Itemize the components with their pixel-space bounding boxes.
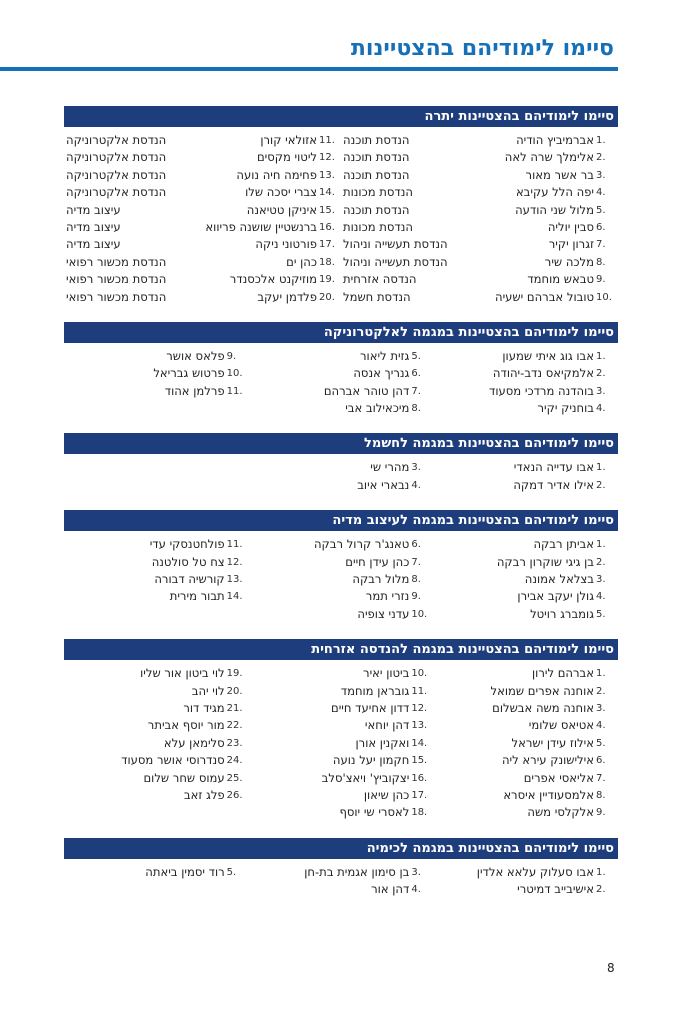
- list-item: [433, 665, 618, 682]
- student-name: כהן ים: [286, 254, 317, 269]
- student-name: אביתן רבקה: [533, 537, 594, 552]
- student-name: אילוז עידן ישראל: [511, 735, 594, 750]
- student-name: אברמיביץ הודיה: [516, 133, 594, 147]
- student-name: עמוס שחר שלום: [143, 770, 225, 785]
- item-number: 7.: [411, 385, 421, 397]
- student-name: ליטוי מקסים: [256, 150, 317, 165]
- name-column: [433, 536, 618, 623]
- student-name: סבין יוליה: [547, 219, 594, 234]
- name-column: [249, 459, 434, 494]
- list-item: [64, 770, 249, 787]
- item-number: 19.: [319, 274, 335, 286]
- name-column: [433, 665, 618, 822]
- section-heading: סיימו לימודיהם בהצטיינות במגמה להנדסה אזרחית: [64, 639, 618, 660]
- name-column: [249, 536, 434, 623]
- item-number: 6.: [596, 221, 606, 233]
- list-item: [249, 864, 434, 881]
- student-name: גולן יעקב אבירן: [517, 589, 594, 604]
- item-number: 15.: [411, 755, 428, 767]
- list-item: [433, 735, 618, 752]
- item-number: 1.: [596, 350, 606, 362]
- list-item: [64, 588, 249, 605]
- student-name: לאסרי שי יוסף: [339, 805, 410, 820]
- item-number: 3.: [411, 462, 421, 474]
- list-item: [249, 683, 434, 700]
- item-number: 22.: [226, 720, 243, 732]
- student-name: פלג זאב: [183, 787, 225, 802]
- student-name: פרטוש גבריאל: [153, 366, 225, 381]
- list-item: [433, 459, 618, 476]
- item-number: 12.: [411, 702, 428, 714]
- list-item: [64, 864, 249, 881]
- list-item: [433, 588, 618, 605]
- student-name: בן סימון אגמית בת-חן: [304, 864, 410, 879]
- list-item: [64, 536, 249, 553]
- item-number: 25.: [226, 772, 243, 784]
- section-heading: סיימו לימודיהם בהצטיינות במגמה לחשמל: [64, 433, 618, 454]
- student-name: פלדמן יעקב: [257, 289, 317, 304]
- student-name: מור יוסף אביתר: [147, 718, 225, 733]
- item-number: 12.: [319, 152, 335, 164]
- honors-section: [64, 838, 618, 899]
- item-number: 5.: [411, 350, 421, 362]
- item-number: 16.: [319, 221, 335, 233]
- item-number: 5.: [596, 608, 606, 620]
- list-item: [341, 219, 618, 236]
- student-name: טובול אברהם ישעיה: [495, 289, 594, 304]
- honors-section: [64, 433, 618, 494]
- item-number: 9.: [411, 591, 421, 603]
- list-item: [433, 477, 618, 494]
- list-item: [341, 132, 618, 149]
- student-name: לוי יהב: [191, 683, 225, 698]
- list-item: [64, 554, 249, 571]
- name-column: [433, 459, 618, 494]
- student-name: נזרי תמר: [365, 589, 410, 604]
- name-columns: [64, 665, 618, 822]
- item-number: 24.: [226, 755, 243, 767]
- student-name: יפה הלל עקיבא: [515, 185, 594, 200]
- list-item: [249, 717, 434, 734]
- department-name: הנדסה אזרחית: [343, 272, 417, 287]
- item-number: 12.: [226, 556, 243, 568]
- department-name: הנדסת אלקטרוניקה: [66, 167, 167, 182]
- student-name: מגיד דור: [183, 700, 225, 715]
- department-name: עיצוב מדיה: [66, 219, 121, 234]
- student-name: אילישונק עירא ליה: [501, 753, 594, 768]
- item-number: 23.: [226, 737, 243, 749]
- list-item: [64, 289, 341, 306]
- student-name: פולחטנסקי עדי: [149, 537, 225, 552]
- item-number: 20.: [226, 685, 243, 697]
- student-name: טבאש מוחמד: [527, 272, 594, 287]
- item-number: 13.: [319, 169, 335, 181]
- list-item: [249, 752, 434, 769]
- student-name: אליאסי אפרים: [523, 770, 594, 785]
- student-name: מלכה שיר: [544, 254, 594, 269]
- title-rule: [0, 67, 618, 71]
- list-item: [249, 477, 434, 494]
- name-columns: [64, 536, 618, 623]
- student-name: חקמון יעל נועה: [332, 753, 410, 768]
- student-name: גנריך אנסה: [353, 366, 410, 381]
- item-number: 10.: [226, 368, 243, 380]
- item-number: 18.: [411, 807, 428, 819]
- item-number: 13.: [411, 720, 428, 732]
- list-item: [64, 717, 249, 734]
- student-name: אוחנה משה אבשלום: [492, 700, 594, 715]
- item-number: 20.: [319, 291, 335, 303]
- list-item: [64, 219, 341, 236]
- student-name: צח טל סולטנה: [151, 554, 225, 569]
- item-number: 5.: [596, 204, 606, 216]
- list-item: [249, 804, 434, 821]
- department-name: הנדסת מכונות: [343, 185, 413, 200]
- department-name: עיצוב מדיה: [66, 237, 121, 252]
- list-item: [341, 167, 618, 184]
- name-column: [249, 665, 434, 822]
- item-number: 3.: [596, 702, 606, 714]
- department-name: הנדסת אלקטרוניקה: [66, 150, 167, 165]
- student-name: אברהם לירון: [532, 666, 594, 681]
- student-name: מהרי שי: [370, 460, 410, 475]
- student-name: דהן יוחאי: [364, 718, 410, 733]
- name-column: [64, 459, 249, 494]
- department-name: הנדסת חשמל: [343, 289, 411, 304]
- student-name: מיכאילוב אבי: [345, 401, 410, 416]
- list-item: [249, 536, 434, 553]
- item-number: 4.: [596, 720, 606, 732]
- student-name: אבו סעלוק עלאא אלדין: [476, 864, 594, 879]
- student-name: אלימלך שרה לאה: [504, 150, 594, 165]
- item-number: 11.: [411, 685, 428, 697]
- student-name: פרלמן אהוד: [164, 383, 225, 398]
- list-item: [249, 700, 434, 717]
- item-number: 7.: [596, 772, 606, 784]
- list-item: [433, 770, 618, 787]
- student-name: מוזיקנט אלכסנדר: [229, 272, 317, 287]
- item-number: 8.: [596, 789, 606, 801]
- list-item: [249, 348, 434, 365]
- list-item: [64, 167, 341, 184]
- item-number: 4.: [596, 403, 606, 415]
- student-name: בן גיגי שוקרון רבקה: [496, 554, 594, 569]
- item-number: 13.: [226, 574, 243, 586]
- student-name: פורטוני ניקה: [255, 237, 317, 252]
- department-name: הנדסת מכשור רפואי: [66, 254, 167, 269]
- student-name: דהן טוהר אברהם: [323, 383, 410, 398]
- list-item: [341, 289, 618, 306]
- list-item: [433, 606, 618, 623]
- item-number: 1.: [596, 135, 606, 146]
- student-name: אילו אדיר דמקה: [513, 477, 594, 492]
- list-item: [64, 752, 249, 769]
- student-name: אטיאס שלומי: [528, 718, 594, 733]
- item-number: 6.: [411, 368, 421, 380]
- department-name: הנדסת מכשור רפואי: [66, 289, 167, 304]
- list-item: [64, 365, 249, 382]
- honors-sections: [64, 106, 618, 915]
- student-name: אלמסעודיין איסרא: [503, 787, 594, 802]
- list-item: [64, 149, 341, 166]
- item-number: 1.: [596, 866, 606, 878]
- item-number: 2.: [596, 556, 606, 568]
- list-item: [433, 400, 618, 417]
- item-number: 7.: [411, 556, 421, 568]
- item-number: 1.: [596, 539, 606, 551]
- item-number: 2.: [596, 152, 606, 164]
- page-number: 8: [607, 961, 615, 975]
- list-item: [249, 665, 434, 682]
- student-name: בוחניק יקיר: [537, 401, 594, 416]
- list-item: [433, 365, 618, 382]
- student-name: בצלאל אמונה: [524, 572, 594, 587]
- item-number: 4.: [411, 479, 421, 491]
- list-item: [433, 881, 618, 898]
- list-item: [433, 536, 618, 553]
- student-name: תבור מירית: [169, 589, 225, 604]
- section-heading: סיימו לימודיהם בהצטיינות במגמה לכימיה: [64, 838, 618, 859]
- list-item: [433, 571, 618, 588]
- name-column: [64, 864, 249, 899]
- item-number: 11.: [226, 385, 243, 397]
- student-name: פלאס אושר: [166, 348, 225, 363]
- list-item: [433, 864, 618, 881]
- section-heading: סיימו לימודיהם בהצטיינות במגמה לעיצוב מדיה: [64, 510, 618, 531]
- honors-section: [64, 106, 618, 306]
- item-number: 7.: [596, 239, 606, 251]
- list-item: [433, 383, 618, 400]
- item-number: 14.: [319, 187, 335, 199]
- honors-section: [64, 322, 618, 418]
- list-item: [249, 459, 434, 476]
- name-column: [64, 536, 249, 623]
- list-item: [64, 383, 249, 400]
- list-item: [433, 787, 618, 804]
- item-number: 4.: [596, 187, 606, 199]
- student-name: אלקלסי משה: [527, 805, 594, 820]
- item-number: 11.: [319, 135, 335, 146]
- name-columns: [64, 459, 618, 494]
- student-name: אבו גוג איתי שמעון: [502, 348, 594, 363]
- student-name: אזולאי קורן: [260, 133, 317, 147]
- honors-section: [64, 510, 618, 623]
- item-number: 4.: [596, 591, 606, 603]
- list-item: [249, 735, 434, 752]
- student-name: סלימאן עלא: [163, 735, 225, 750]
- list-item: [433, 348, 618, 365]
- list-item: [64, 202, 341, 219]
- section-heading: סיימו לימודיהם בהצטיינות יתרה: [64, 106, 618, 127]
- list-item: [64, 348, 249, 365]
- student-name: בר אשר מאור: [525, 167, 594, 182]
- list-item: [64, 271, 341, 288]
- student-name: עדני צופיה: [357, 606, 410, 621]
- item-number: 26.: [226, 789, 243, 801]
- name-columns: [64, 864, 618, 899]
- item-number: 8.: [411, 403, 421, 415]
- list-item: [64, 683, 249, 700]
- name-column: [64, 348, 249, 418]
- list-item: [433, 700, 618, 717]
- student-name: קורשיה דבורה: [154, 572, 225, 587]
- item-number: 14.: [226, 591, 243, 603]
- department-name: הנדסת תוכנה: [343, 202, 410, 217]
- student-name: כהן עידן חיים: [345, 554, 410, 569]
- list-item: [64, 787, 249, 804]
- student-name: רוד יסמין ביאתה: [145, 864, 225, 879]
- student-name: פחימה חיה נועה: [236, 167, 317, 182]
- student-name: גזית ליאור: [360, 348, 410, 363]
- list-item: [249, 571, 434, 588]
- item-number: 16.: [411, 772, 428, 784]
- student-name: כהן שיאון: [363, 787, 410, 802]
- list-item: [433, 554, 618, 571]
- student-name: דדון אחיעד חיים: [331, 700, 410, 715]
- department-name: הנדסת תוכנה: [343, 150, 410, 165]
- student-name: סנדרוסי אושר מסעוד: [121, 753, 225, 768]
- item-number: 4.: [411, 884, 421, 896]
- name-columns: [64, 348, 618, 418]
- item-number: 10.: [411, 608, 428, 620]
- department-name: הנדסת מכונות: [343, 219, 413, 234]
- list-item: [341, 271, 618, 288]
- item-number: 21.: [226, 702, 243, 714]
- name-column: [64, 665, 249, 822]
- student-name: ואקנין אורן: [355, 735, 410, 750]
- item-number: 3.: [596, 169, 606, 181]
- item-number: 18.: [319, 256, 335, 268]
- item-number: 2.: [596, 685, 606, 697]
- item-number: 10.: [411, 668, 428, 680]
- student-name: גומברג רויטל: [530, 606, 594, 621]
- item-number: 8.: [596, 256, 606, 268]
- name-column: [341, 132, 618, 306]
- item-number: 5.: [596, 737, 606, 749]
- student-name: אלמקיאס נדב-יהודה: [492, 366, 594, 381]
- item-number: 2.: [596, 479, 606, 491]
- name-column: [64, 132, 341, 306]
- list-item: [341, 254, 618, 271]
- student-name: מלול שני הודעה: [515, 202, 594, 217]
- item-number: 14.: [411, 737, 428, 749]
- student-name: צברי יסכה שלו: [245, 185, 317, 200]
- item-number: 3.: [596, 574, 606, 586]
- department-name: הנדסת תעשייה וניהול: [343, 237, 448, 252]
- department-name: הנדסת תוכנה: [343, 133, 410, 147]
- student-name: אבו עדייה הנאדי: [513, 460, 594, 475]
- list-item: [249, 588, 434, 605]
- department-name: הנדסת מכשור רפואי: [66, 272, 167, 287]
- item-number: 5.: [226, 866, 237, 878]
- list-item: [249, 770, 434, 787]
- student-name: אישיבייב דמיטרי: [517, 882, 594, 897]
- name-column: [433, 348, 618, 418]
- list-item: [341, 149, 618, 166]
- student-name: יצקוביץ' ויאצ'סלב: [321, 770, 410, 785]
- student-name: אוחנה אפרים שמואל: [490, 683, 594, 698]
- item-number: 9.: [596, 274, 606, 286]
- page-title: סיימו לימודיהם בהצטיינות: [350, 36, 614, 61]
- list-item: [64, 665, 249, 682]
- list-item: [64, 184, 341, 201]
- item-number: 1.: [596, 668, 606, 680]
- list-item: [249, 787, 434, 804]
- list-item: [249, 554, 434, 571]
- list-item: [341, 184, 618, 201]
- department-name: הנדסת תוכנה: [343, 167, 410, 182]
- list-item: [64, 735, 249, 752]
- list-item: [341, 202, 618, 219]
- item-number: 3.: [411, 866, 421, 878]
- student-name: טאנג'ר קרול רבקה: [313, 537, 410, 552]
- list-item: [433, 717, 618, 734]
- item-number: 19.: [226, 668, 243, 680]
- name-column: [433, 864, 618, 899]
- name-column: [249, 864, 434, 899]
- department-name: עיצוב מדיה: [66, 202, 121, 217]
- item-number: 17.: [411, 789, 428, 801]
- department-name: הנדסת אלקטרוניקה: [66, 185, 167, 200]
- list-item: [341, 236, 618, 253]
- item-number: 1.: [596, 462, 606, 474]
- item-number: 15.: [319, 204, 335, 216]
- item-number: 11.: [226, 539, 243, 551]
- list-item: [433, 683, 618, 700]
- student-name: זגרון יקיר: [548, 237, 594, 252]
- student-name: ברנשטיין שושנה פריווא: [205, 219, 317, 234]
- student-name: איניקן טטיאנה: [246, 202, 317, 217]
- list-item: [249, 383, 434, 400]
- honors-section: [64, 639, 618, 822]
- student-name: מלול רבקה: [352, 572, 410, 587]
- item-number: 6.: [411, 539, 421, 551]
- name-columns: [64, 132, 618, 306]
- item-number: 10.: [596, 291, 612, 303]
- list-item: [64, 236, 341, 253]
- list-item: [249, 606, 434, 623]
- list-item: [64, 254, 341, 271]
- student-name: גובראן מוחמד: [340, 683, 410, 698]
- department-name: הנדסת אלקטרוניקה: [66, 133, 167, 147]
- student-name: לוי ביטון אור שליו: [140, 666, 225, 681]
- list-item: [64, 571, 249, 588]
- item-number: 9.: [226, 350, 237, 362]
- item-number: 2.: [596, 884, 606, 896]
- item-number: 6.: [596, 755, 606, 767]
- item-number: 3.: [596, 385, 606, 397]
- list-item: [249, 365, 434, 382]
- item-number: 17.: [319, 239, 335, 251]
- list-item: [433, 752, 618, 769]
- student-name: בוהדנה מרדכי מסעוד: [489, 383, 594, 398]
- list-item: [64, 700, 249, 717]
- student-name: נבארי איוב: [357, 477, 410, 492]
- name-column: [249, 348, 434, 418]
- list-item: [249, 400, 434, 417]
- student-name: דהן אור: [371, 882, 410, 897]
- list-item: [249, 881, 434, 898]
- item-number: 2.: [596, 368, 606, 380]
- item-number: 9.: [596, 807, 606, 819]
- list-item: [64, 132, 341, 149]
- list-item: [433, 804, 618, 821]
- section-heading: סיימו לימודיהם בהצטיינות במגמה לאלקטרוניקה: [64, 322, 618, 343]
- student-name: ביטון יאיר: [363, 666, 410, 681]
- department-name: הנדסת תעשייה וניהול: [343, 254, 448, 269]
- item-number: 8.: [411, 574, 421, 586]
